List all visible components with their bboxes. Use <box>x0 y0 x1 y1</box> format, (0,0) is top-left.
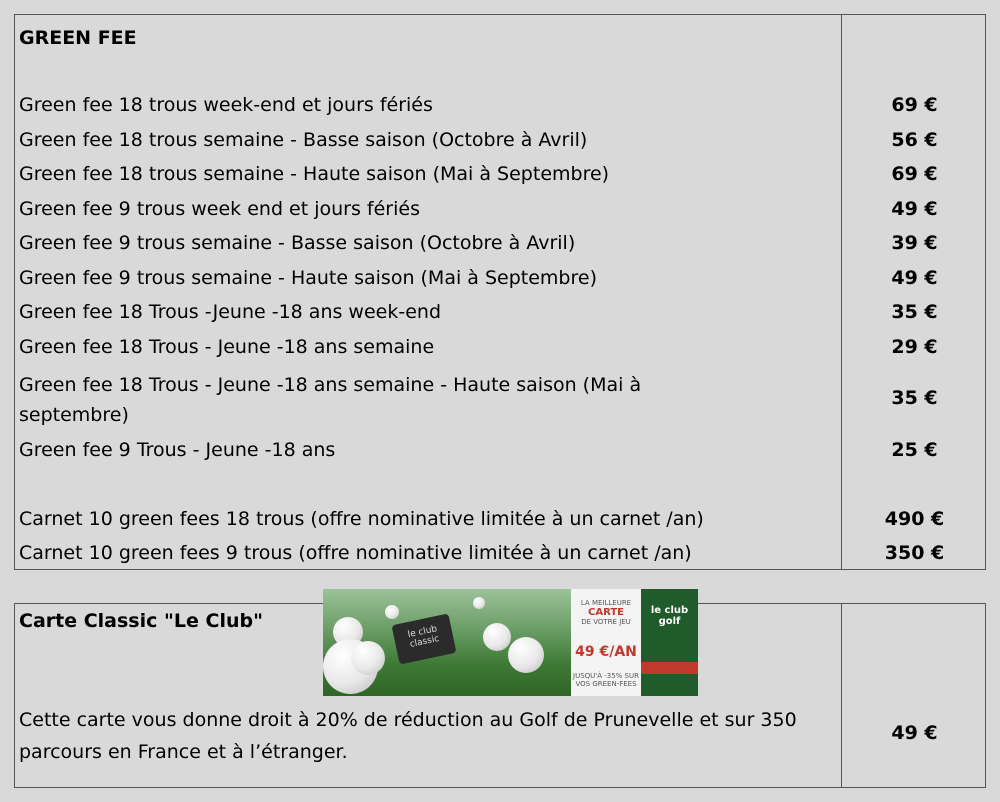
list-item: Carnet 10 green fees 9 trous (offre nominative limitée à un carnet /an) <box>19 542 692 564</box>
club-card-image: le club classic <box>391 613 456 664</box>
golf-ball-icon <box>508 637 544 673</box>
price-value: 49 € <box>891 198 938 220</box>
price-value: 39 € <box>891 232 938 254</box>
section-title-carte-classic: Carte Classic "Le Club" <box>19 610 263 632</box>
promo-line: DE VOTRE JEU <box>581 618 631 626</box>
list-item: Carnet 10 green fees 18 trous (offre nominative limitée à un carnet /an) <box>19 508 704 530</box>
golf-ball-icon <box>351 641 385 675</box>
price-value: 25 € <box>891 439 938 461</box>
list-item: Green fee 18 Trous - Jeune -18 ans semaine <box>19 336 435 358</box>
green-fee-table <box>14 14 986 570</box>
price-value: 56 € <box>891 129 938 151</box>
logo-text: le club golf <box>650 605 689 627</box>
golf-ball-icon <box>385 605 399 619</box>
column-divider <box>841 604 842 787</box>
list-item: Green fee 9 Trous - Jeune -18 ans <box>19 439 336 461</box>
promo-heading: CARTE <box>588 607 624 618</box>
promo-line: LA MEILLEURE <box>580 599 632 607</box>
price-value: 490 € <box>884 508 945 530</box>
golf-ball-icon <box>473 597 485 609</box>
list-item: Green fee 9 trous semaine - Haute saison (Mai à Septembre) <box>19 267 597 289</box>
price-value: 69 € <box>891 94 938 116</box>
logo-strip <box>641 662 698 674</box>
promo-panel <box>571 589 641 696</box>
price-value: 69 € <box>891 163 938 185</box>
price-value: 35 € <box>891 301 938 323</box>
list-item: Green fee 9 trous semaine - Basse saison (Octobre à Avril) <box>19 232 576 254</box>
le-club-golf-logo <box>641 589 698 696</box>
list-item: Green fee 18 trous week-end et jours fériés <box>19 94 433 116</box>
price-value: 29 € <box>891 336 938 358</box>
golf-ball-icon <box>483 623 511 651</box>
list-item: Green fee 18 Trous - Jeune -18 ans semaine - Haute saison (Mai à septembre) <box>19 374 642 426</box>
card-description: Cette carte vous donne droit à 20% de réduction au Golf de Prunevelle et sur 350 parcours en France et à l’étranger. <box>19 709 797 763</box>
price-value: 49 € <box>891 267 938 289</box>
list-item: Green fee 18 trous semaine - Basse saison (Octobre à Avril) <box>19 129 588 151</box>
promo-banner-image <box>323 589 698 696</box>
promo-price: 49 €/AN <box>575 644 637 660</box>
section-title-green-fee: GREEN FEE <box>19 27 137 49</box>
price-value: 350 € <box>884 542 945 564</box>
list-item: Green fee 18 trous semaine - Haute saison (Mai à Septembre) <box>19 163 610 185</box>
list-item: Green fee 9 trous week end et jours fériés <box>19 198 420 220</box>
price-value: 49 € <box>891 722 938 744</box>
promo-line: JUSQU'À -35% SUR VOS GREEN-FEES <box>573 672 639 688</box>
list-item: Green fee 18 Trous -Jeune -18 ans week-end <box>19 301 441 323</box>
price-value: 35 € <box>891 387 938 409</box>
